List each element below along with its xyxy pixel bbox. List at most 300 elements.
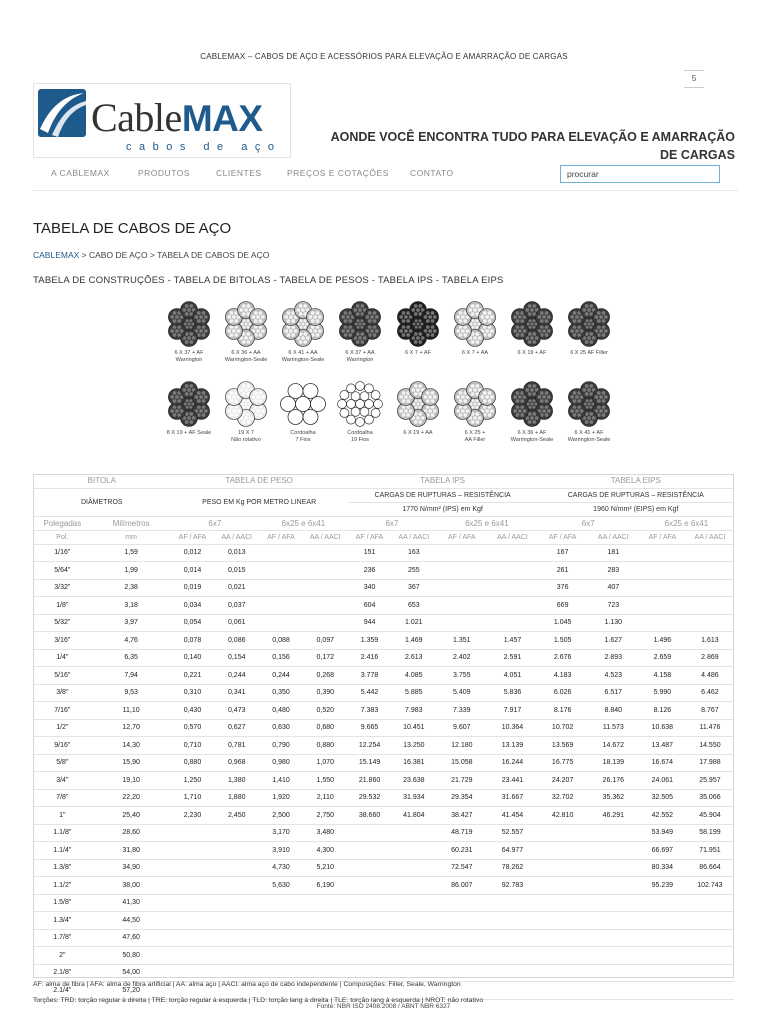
table-cell: 0,627	[214, 719, 259, 737]
table-cell: 0,021	[214, 579, 259, 597]
table-cell: 0,520	[303, 702, 348, 720]
cable-table	[33, 474, 734, 1013]
table-cell: 78.262	[487, 859, 537, 877]
header-peso-6x7: 6x7	[171, 516, 260, 530]
table-cell: 53.949	[639, 824, 686, 842]
header-peso-desc: PESO EM Kg POR METRO LINEAR	[171, 488, 348, 516]
table-cell: 0,034	[171, 597, 215, 615]
header-mm: mm	[92, 530, 171, 544]
rope-label: Cordoalha	[290, 430, 316, 436]
rope-label: 6 X 7 + AF	[405, 350, 431, 356]
table-cell: 181	[588, 544, 639, 562]
table-cell: 283	[588, 562, 639, 580]
table-cell: 13.487	[639, 737, 686, 755]
table-cell: 4.523	[588, 667, 639, 685]
table-cell: 17.988	[686, 754, 734, 772]
table-cell: 21.729	[436, 772, 487, 790]
cell-polegadas: 3/16"	[33, 632, 92, 650]
table-cell: 42.810	[538, 807, 588, 825]
table-cell: 3.755	[436, 667, 487, 685]
cell-milimetros: 54,00	[92, 964, 171, 982]
table-cell: 0,014	[171, 562, 215, 580]
table-cell: 0,680	[303, 719, 348, 737]
table-cell: 4.051	[487, 667, 537, 685]
table-cell: 31.667	[487, 789, 537, 807]
cell-polegadas: 1.5/8"	[33, 894, 92, 912]
cell-milimetros: 6,35	[92, 649, 171, 667]
logo-wordmark	[91, 94, 263, 141]
table-cell: 0,221	[171, 667, 215, 685]
table-cell: 31.934	[391, 789, 436, 807]
header-peso-6x25: 6x25 e 6x41	[259, 516, 348, 530]
table-cell: 0,310	[171, 684, 215, 702]
cell-polegadas: 5/32"	[33, 614, 92, 632]
table-cell: 0,088	[259, 632, 303, 650]
table-cell: 23.441	[487, 772, 537, 790]
table-cell: 0,341	[214, 684, 259, 702]
rope-label: 6 X 25 AF Filler	[570, 350, 608, 356]
logo-word-cable: Cable	[91, 95, 182, 140]
table-cell: 9.665	[348, 719, 392, 737]
breadcrumb-home-link[interactable]: CABLEMAX	[33, 250, 80, 260]
header-eips-desc2: 1960 N/mm² (EIPS) em Kgf	[538, 502, 734, 516]
table-cell: 0,244	[259, 667, 303, 685]
table-cell	[487, 982, 537, 1000]
table-cell: 0,015	[214, 562, 259, 580]
table-cell: 21.860	[348, 772, 392, 790]
header-bitola: BITOLA	[33, 474, 171, 488]
table-cell: 0,012	[171, 544, 215, 562]
cell-milimetros: 2,38	[92, 579, 171, 597]
header-milimetros: Milímetros	[92, 516, 171, 530]
header-ips-6x7: 6x7	[348, 516, 437, 530]
rope-sublabel: Não rotativo	[231, 436, 261, 443]
table-cell: 2.869	[686, 649, 734, 667]
table-cell: 0,968	[214, 754, 259, 772]
table-cell: 16.674	[639, 754, 686, 772]
table-cell: 653	[391, 597, 436, 615]
cell-milimetros: 57,20	[92, 982, 171, 1000]
table-cell: 1.613	[686, 632, 734, 650]
cell-milimetros: 38,00	[92, 877, 171, 895]
table-cell: 151	[348, 544, 392, 562]
header-af-afa: AF / AFA	[436, 530, 487, 544]
cell-milimetros: 31,80	[92, 842, 171, 860]
table-links[interactable]: TABELA DE CONSTRUÇÕES - TABELA DE BITOLAS - TABELA DE PESOS - TABELA IPS - TABELA EIPS	[33, 275, 504, 286]
table-cell: 0,710	[171, 737, 215, 755]
cell-milimetros: 7,94	[92, 667, 171, 685]
table-cell: 35.362	[588, 789, 639, 807]
cell-milimetros: 44,50	[92, 912, 171, 930]
table-cell: 0,172	[303, 649, 348, 667]
table-cell: 42.552	[639, 807, 686, 825]
table-cell: 60.231	[436, 842, 487, 860]
table-cell: 0,781	[214, 737, 259, 755]
cell-milimetros: 22,20	[92, 789, 171, 807]
table-cell: 4,300	[303, 842, 348, 860]
breadcrumb	[33, 250, 269, 260]
table-cell: 29.354	[436, 789, 487, 807]
table-cell: 0,156	[259, 649, 303, 667]
header-tabela-peso: TABELA DE PESO	[171, 474, 348, 488]
table-cell	[639, 982, 686, 1000]
table-cell: 7.983	[391, 702, 436, 720]
table-cell: 2,450	[214, 807, 259, 825]
table-cell: 11.573	[588, 719, 639, 737]
table-cell: 7.917	[487, 702, 537, 720]
cell-polegadas: 1.1/8"	[33, 824, 92, 842]
logo-swoosh-icon	[38, 89, 86, 137]
cell-polegadas: 2.1/8"	[33, 964, 92, 982]
rope-sublabel: Warrington-Seale	[281, 356, 325, 363]
table-cell: 11.476	[686, 719, 734, 737]
table-cell: 0,140	[171, 649, 215, 667]
table-cell: 15.058	[436, 754, 487, 772]
rope-construction-item	[555, 300, 623, 357]
table-cell: 2.402	[436, 649, 487, 667]
cell-polegadas: 1/16"	[33, 544, 92, 562]
cell-polegadas: 9/16"	[33, 737, 92, 755]
table-cell: 669	[538, 597, 588, 615]
table-cell: 26.176	[588, 772, 639, 790]
header-eips-6x25: 6x25 e 6x41	[639, 516, 734, 530]
rope-sublabel: Warrington-Seale	[510, 436, 554, 443]
table-cell: 0,244	[214, 667, 259, 685]
table-border	[33, 474, 734, 978]
rope-label: 6 X 41 + AF	[574, 430, 604, 436]
table-cell: 32.702	[538, 789, 588, 807]
rope-sublabel: Warrington-Seale	[224, 356, 268, 363]
table-cell: 8.126	[639, 702, 686, 720]
divider	[33, 190, 738, 191]
table-cell: 46.291	[588, 807, 639, 825]
table-cell: 8.840	[588, 702, 639, 720]
table-cell: 15.149	[348, 754, 392, 772]
logo-subtitle: cabos de aço	[126, 141, 282, 153]
header-aa-aaci: AA / AACI	[391, 530, 436, 544]
header-ips-desc1: CARGAS DE RUPTURAS – RESISTÊNCIA	[348, 488, 538, 502]
cell-milimetros: 1,59	[92, 544, 171, 562]
table-cell: 367	[391, 579, 436, 597]
table-cell: 1.130	[588, 614, 639, 632]
table-cell: 6.462	[686, 684, 734, 702]
cell-polegadas: 7/8"	[33, 789, 92, 807]
cell-polegadas: 1/8"	[33, 597, 92, 615]
header-ips-6x25: 6x25 e 6x41	[436, 516, 537, 530]
table-cell: 0,350	[259, 684, 303, 702]
table-cell: 0,061	[214, 614, 259, 632]
table-cell: 12.254	[348, 737, 392, 755]
table-cell: 0,268	[303, 667, 348, 685]
table-cell: 32.505	[639, 789, 686, 807]
table-cell: 0,473	[214, 702, 259, 720]
table-cell: 8.176	[538, 702, 588, 720]
table-cell: 1.045	[538, 614, 588, 632]
table-cell: 0,013	[214, 544, 259, 562]
header-pol: Pol.	[33, 530, 92, 544]
table-cell: 4.085	[391, 667, 436, 685]
breadcrumb-rest: > CABO DE AÇO > TABELA DE CABOS DE AÇO	[79, 250, 270, 260]
table-cell: 1,380	[214, 772, 259, 790]
header-aa-aaci: AA / AACI	[487, 530, 537, 544]
table-cell: 0,480	[259, 702, 303, 720]
cell-polegadas: 5/8"	[33, 754, 92, 772]
table-cell: 2.893	[588, 649, 639, 667]
table-cell: 86.007	[436, 877, 487, 895]
table-cell: 38.427	[436, 807, 487, 825]
table-cell: 7.339	[436, 702, 487, 720]
table-cell: 14.550	[686, 737, 734, 755]
table-cell: 102.743	[686, 877, 734, 895]
cell-polegadas: 3/8"	[33, 684, 92, 702]
table-cell: 2.613	[391, 649, 436, 667]
document-top-title: CABLEMAX – CABOS DE AÇO E ACESSÓRIOS PARA ELEVAÇÃO E AMARRAÇÃO DE CARGAS	[200, 52, 568, 61]
nav-item-contato[interactable]: CONTATO	[410, 168, 454, 178]
table-cell: 23.638	[391, 772, 436, 790]
cell-milimetros: 19,10	[92, 772, 171, 790]
cell-polegadas: 2"	[33, 947, 92, 965]
table-cell: 48.719	[436, 824, 487, 842]
table-cell: 18.139	[588, 754, 639, 772]
table-cell: 3.778	[348, 667, 392, 685]
table-cell: 1.627	[588, 632, 639, 650]
rope-cross-section-icon	[555, 300, 623, 348]
cell-milimetros: 50,80	[92, 947, 171, 965]
cell-milimetros: 9,53	[92, 684, 171, 702]
rope-sublabel: 7 Fios	[295, 436, 311, 443]
cell-polegadas: 1.3/4"	[33, 912, 92, 930]
table-cell: 38.660	[348, 807, 392, 825]
cell-milimetros: 3,18	[92, 597, 171, 615]
rope-label: 6 X 25 +	[464, 430, 486, 436]
table-cell: 1,410	[259, 772, 303, 790]
table-cell: 10.451	[391, 719, 436, 737]
table-cell: 24.207	[538, 772, 588, 790]
cell-milimetros: 14,30	[92, 737, 171, 755]
table-cell: 3,910	[259, 842, 303, 860]
rope-label: Cordoalha	[347, 430, 373, 436]
table-cell: 2,110	[303, 789, 348, 807]
table-cell: 95.239	[639, 877, 686, 895]
table-cell: 41.454	[487, 807, 537, 825]
slogan: AONDE VOCÊ ENCONTRA TUDO PARA ELEVAÇÃO E AMARRAÇÃO DE CARGAS	[330, 130, 735, 162]
table-cell: 0,086	[214, 632, 259, 650]
table-cell: 1.496	[639, 632, 686, 650]
table-cell: 0,790	[259, 737, 303, 755]
cell-polegadas: 1/4"	[33, 649, 92, 667]
table-cell: 1,880	[214, 789, 259, 807]
table-cell: 13.250	[391, 737, 436, 755]
table-cell: 0,078	[171, 632, 215, 650]
cell-milimetros: 15,90	[92, 754, 171, 772]
cell-polegadas: 1.1/4"	[33, 842, 92, 860]
table-cell: 92.783	[487, 877, 537, 895]
table-cell: 0,880	[303, 737, 348, 755]
table-cell: 3,480	[303, 824, 348, 842]
table-cell: 340	[348, 579, 392, 597]
cell-milimetros: 3,97	[92, 614, 171, 632]
cell-milimetros: 12,70	[92, 719, 171, 737]
table-cell: 167	[538, 544, 588, 562]
table-cell: 29.532	[348, 789, 392, 807]
rope-label: 6 X 37 + AF	[174, 350, 204, 356]
table-cell: 0,037	[214, 597, 259, 615]
cablemax-logo[interactable]	[33, 83, 291, 158]
table-cell: 0,054	[171, 614, 215, 632]
cell-polegadas: 1.1/2"	[33, 877, 92, 895]
table-cell: 10.702	[538, 719, 588, 737]
table-cell: 0,019	[171, 579, 215, 597]
table-cell: 0,097	[303, 632, 348, 650]
table-cell: 255	[391, 562, 436, 580]
table-cell: 2,750	[303, 807, 348, 825]
table-cell: 13.139	[487, 737, 537, 755]
cell-milimetros: 4,76	[92, 632, 171, 650]
table-cell: 16.381	[391, 754, 436, 772]
table-cell: 16.244	[487, 754, 537, 772]
table-cell: 58.199	[686, 824, 734, 842]
nav-item-precos-cotacoes[interactable]: PREÇOS E COTAÇÕES	[287, 168, 389, 178]
table-cell: 376	[538, 579, 588, 597]
rope-sublabel: AA Filler	[464, 436, 486, 443]
header-af-afa: AF / AFA	[639, 530, 686, 544]
table-cell	[538, 982, 588, 1000]
rope-sublabel: 19 Fios	[350, 436, 370, 443]
table-cell: 261	[538, 562, 588, 580]
table-cell: 4,730	[259, 859, 303, 877]
cell-polegadas: 1.7/8"	[33, 929, 92, 947]
rope-sublabel: Warrington-Seale	[567, 436, 611, 443]
table-cell: 1,710	[171, 789, 215, 807]
rope-label: 19 X 7	[238, 430, 254, 436]
header-af-afa: AF / AFA	[171, 530, 215, 544]
table-cell: 4.158	[639, 667, 686, 685]
rope-construction-item	[555, 380, 623, 443]
table-cell: 1.469	[391, 632, 436, 650]
rope-label: 6 X 37 + AA	[345, 350, 375, 356]
table-cell: 5.442	[348, 684, 392, 702]
header-aa-aaci: AA / AACI	[588, 530, 639, 544]
table-cell: 2.591	[487, 649, 537, 667]
table-cell: 6,190	[303, 877, 348, 895]
table-cell: 86.664	[686, 859, 734, 877]
legend-torcoes: Torções: TRD: torção regular à direita | TRE: torção regular à esquerda | TLD: torção lang à direita | TLE: torção lang à esquerda | NROT: não rotativo	[33, 997, 484, 1004]
table-cell: 2,500	[259, 807, 303, 825]
table-cell: 5.836	[487, 684, 537, 702]
rope-cross-section-icon	[555, 380, 623, 428]
table-cell: 6.026	[538, 684, 588, 702]
rope-label: 8 X 19 + AF Seale	[166, 430, 212, 436]
cell-milimetros: 25,40	[92, 807, 171, 825]
table-cell: 723	[588, 597, 639, 615]
table-cell: 0,630	[259, 719, 303, 737]
header-aa-aaci: AA / AACI	[686, 530, 734, 544]
logo-word-max: MAX	[181, 98, 263, 139]
header-aa-aaci: AA / AACI	[303, 530, 348, 544]
nav-item-produtos[interactable]: PRODUTOS	[138, 168, 191, 178]
table-cell: 407	[588, 579, 639, 597]
table-cell: 13.569	[538, 737, 588, 755]
rope-label: 6 X 41 + AA	[288, 350, 318, 356]
header-ips-desc2: 1770 N/mm² (IPS) em Kgf	[348, 502, 538, 516]
header-eips-desc1: CARGAS DE RUPTURAS – RESISTÊNCIA	[538, 488, 734, 502]
table-cell: 10.638	[639, 719, 686, 737]
table-cell: 1,250	[171, 772, 215, 790]
table-cell: 1.505	[538, 632, 588, 650]
nav-item-clientes[interactable]: CLIENTES	[216, 168, 262, 178]
search-input[interactable]	[560, 165, 720, 183]
table-cell: 72.547	[436, 859, 487, 877]
table-cell: 1.359	[348, 632, 392, 650]
table-cell: 10.364	[487, 719, 537, 737]
table-cell: 45.904	[686, 807, 734, 825]
cell-polegadas: 3/32"	[33, 579, 92, 597]
table-cell: 944	[348, 614, 392, 632]
page-title: TABELA DE CABOS DE AÇO	[33, 220, 232, 237]
table-cell: 236	[348, 562, 392, 580]
table-cell: 163	[391, 544, 436, 562]
table-cell: 52.557	[487, 824, 537, 842]
page-number: 5	[684, 70, 704, 88]
rope-label: 6 X 7 + AA	[461, 350, 489, 356]
header-aa-aaci: AA / AACI	[214, 530, 259, 544]
table-cell: 41.804	[391, 807, 436, 825]
cell-milimetros: 11,10	[92, 702, 171, 720]
nav-item-cablemax[interactable]: A CABLEMAX	[51, 168, 110, 178]
cell-polegadas: 1/2"	[33, 719, 92, 737]
table-cell	[588, 982, 639, 1000]
header-eips-6x7: 6x7	[538, 516, 639, 530]
rope-label: 6 X 36 + AA	[231, 350, 261, 356]
header-af-afa: AF / AFA	[259, 530, 303, 544]
table-cell: 24.061	[639, 772, 686, 790]
cell-polegadas: 1"	[33, 807, 92, 825]
rope-label: 6 X 19 + AA	[403, 430, 433, 436]
table-cell: 2,230	[171, 807, 215, 825]
cell-polegadas: 5/16"	[33, 667, 92, 685]
table-source: Fonte: NBR ISO 2408:2008 / ABNT NBR 6327	[316, 1002, 451, 1010]
table-cell: 1.021	[391, 614, 436, 632]
table-cell: 0,880	[171, 754, 215, 772]
rope-label: 6 X 19 + AF	[517, 350, 547, 356]
table-cell: 4.183	[538, 667, 588, 685]
table-cell: 5.885	[391, 684, 436, 702]
table-cell: 64.977	[487, 842, 537, 860]
table-cell: 71.951	[686, 842, 734, 860]
rope-label: 6 X 36 + AF	[517, 430, 547, 436]
cell-milimetros: 41,30	[92, 894, 171, 912]
table-cell: 1,550	[303, 772, 348, 790]
table-cell: 1,070	[303, 754, 348, 772]
table-cell	[686, 982, 734, 1000]
table-cell: 1,920	[259, 789, 303, 807]
cell-milimetros: 28,60	[92, 824, 171, 842]
table-cell: 9.607	[436, 719, 487, 737]
table-cell: 3,170	[259, 824, 303, 842]
cell-polegadas: 5/64"	[33, 562, 92, 580]
header-tabela-eips: TABELA EIPS	[538, 474, 734, 488]
table-cell: 35.066	[686, 789, 734, 807]
table-cell: 604	[348, 597, 392, 615]
cell-polegadas: 3/4"	[33, 772, 92, 790]
rope-sublabel: Warrington	[346, 356, 374, 363]
table-cell: 5.990	[639, 684, 686, 702]
table-cell: 1.351	[436, 632, 487, 650]
header-polegadas: Polegadas	[33, 516, 92, 530]
table-cell: 25.957	[686, 772, 734, 790]
table-cell: 16.775	[538, 754, 588, 772]
table-cell: 6.517	[588, 684, 639, 702]
